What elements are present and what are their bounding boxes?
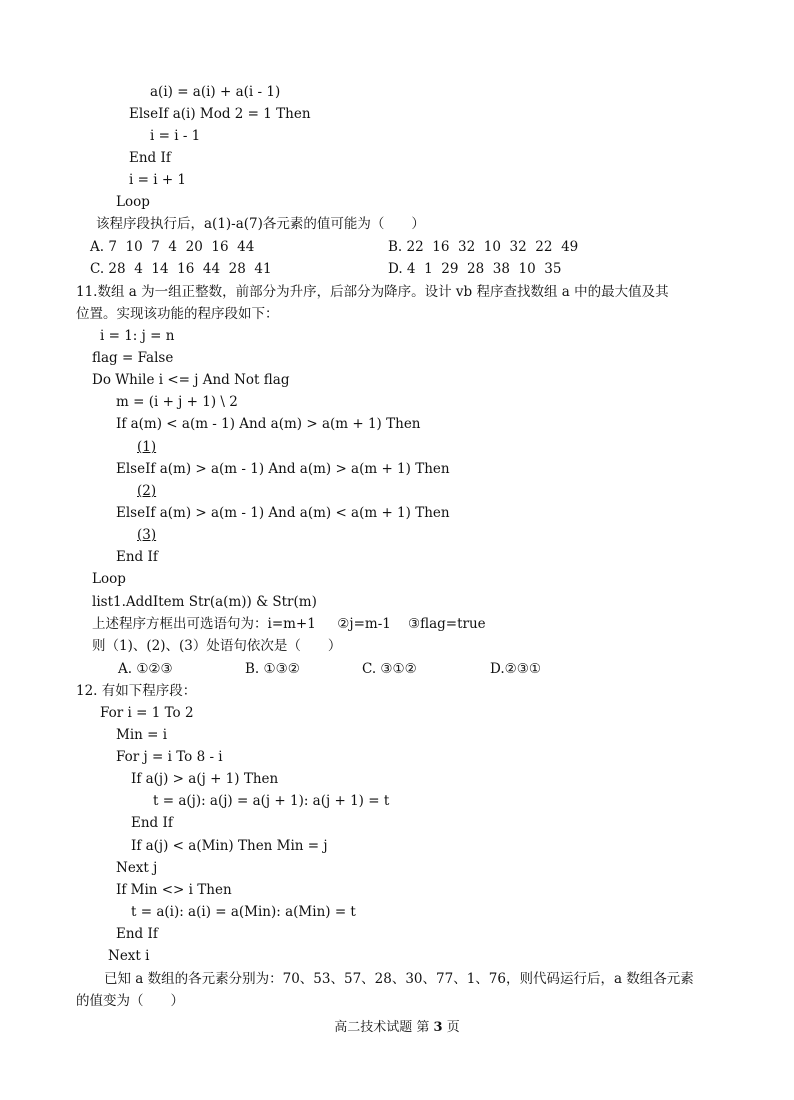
q10-option-b: B. 22 16 32 10 32 22 49 xyxy=(388,239,579,255)
blank-3: (3) xyxy=(137,527,157,543)
q11-option-a: A. ①②③ xyxy=(118,661,173,677)
code-line: If a(j) > a(j + 1) Then xyxy=(131,771,279,787)
q12-tail-line1: 已知 a 数组的各元素分别为：70、53、57、28、30、77、1、76，则代码运行后，a 数组各元素 xyxy=(104,971,694,987)
footer-prefix: 高二技术试题 第 xyxy=(334,1020,434,1035)
code-line: ElseIf a(m) > a(m - 1) And a(m) < a(m + 1) Then xyxy=(116,505,450,521)
q11-option-c: C. ③①② xyxy=(362,661,417,677)
q12-stem: 12. 有如下程序段： xyxy=(76,683,197,699)
q10-option-a: A. 7 10 7 4 20 16 44 xyxy=(90,239,255,255)
code-line: Next j xyxy=(116,860,158,876)
q12-tail-line2: 的值变为（ ） xyxy=(76,993,184,1009)
code-line: If a(m) < a(m - 1) And a(m) > a(m + 1) Then xyxy=(116,416,421,432)
code-line: t = a(i): a(i) = a(Min): a(Min) = t xyxy=(131,904,356,920)
code-line: Do While i <= j And Not flag xyxy=(92,372,290,388)
page-footer xyxy=(0,1016,794,1035)
q11-option-d: D.②③① xyxy=(490,661,541,677)
q10-option-c: C. 28 4 14 16 44 28 41 xyxy=(90,261,272,277)
code-line: End If xyxy=(131,815,173,831)
q11-option-b: B. ①③② xyxy=(245,661,300,677)
blank-2: (2) xyxy=(137,483,157,499)
code-line: Loop xyxy=(92,571,126,587)
code-line: ElseIf a(m) > a(m - 1) And a(m) > a(m + 1) Then xyxy=(116,461,450,477)
code-line: i = i - 1 xyxy=(150,128,201,144)
code-line: For i = 1 To 2 xyxy=(100,705,194,721)
code-line: Min = i xyxy=(116,727,168,743)
code-line: End If xyxy=(129,150,171,166)
code-line: m = (i + j + 1) \ 2 xyxy=(116,394,238,410)
page-number: 3 xyxy=(433,1020,443,1035)
code-line: For j = i To 8 - i xyxy=(116,749,223,765)
blank-1: (1) xyxy=(137,439,157,455)
code-line: ElseIf a(i) Mod 2 = 1 Then xyxy=(129,106,311,122)
code-line: End If xyxy=(116,926,158,942)
code-line: Loop xyxy=(116,194,150,210)
code-line: i = 1: j = n xyxy=(100,328,175,344)
q10-option-d: D. 4 1 29 28 38 10 35 xyxy=(388,261,562,277)
code-line: t = a(j): a(j) = a(j + 1): a(j + 1) = t xyxy=(153,793,390,809)
q10-stem: 该程序段执行后，a(1)-a(7)各元素的值可能为（ ） xyxy=(96,216,425,232)
q11-question: 则（1)、(2)、(3）处语句依次是（ ） xyxy=(92,638,342,654)
code-line: End If xyxy=(116,549,158,565)
q11-stem-line2: 位置。实现该功能的程序段如下： xyxy=(76,306,279,322)
code-line: a(i) = a(i) + a(i - 1) xyxy=(150,84,281,100)
footer-suffix: 页 xyxy=(442,1020,460,1035)
code-line: If a(j) < a(Min) Then Min = j xyxy=(131,838,328,854)
code-line: flag = False xyxy=(92,350,174,366)
q11-stem-line1: 11.数组 a 为一组正整数，前部分为升序，后部分为降序。设计 vb 程序查找数组 a 中的最大值及其 xyxy=(76,284,669,300)
code-line: Next i xyxy=(108,948,150,964)
code-line: If Min <> i Then xyxy=(116,882,232,898)
code-line: list1.AddItem Str(a(m)) & Str(m) xyxy=(92,594,317,610)
q11-choices: 上述程序方框出可选语句为：i=m+1 ②j=m-1 ③flag=true xyxy=(92,616,486,632)
code-line: i = i + 1 xyxy=(129,172,187,188)
